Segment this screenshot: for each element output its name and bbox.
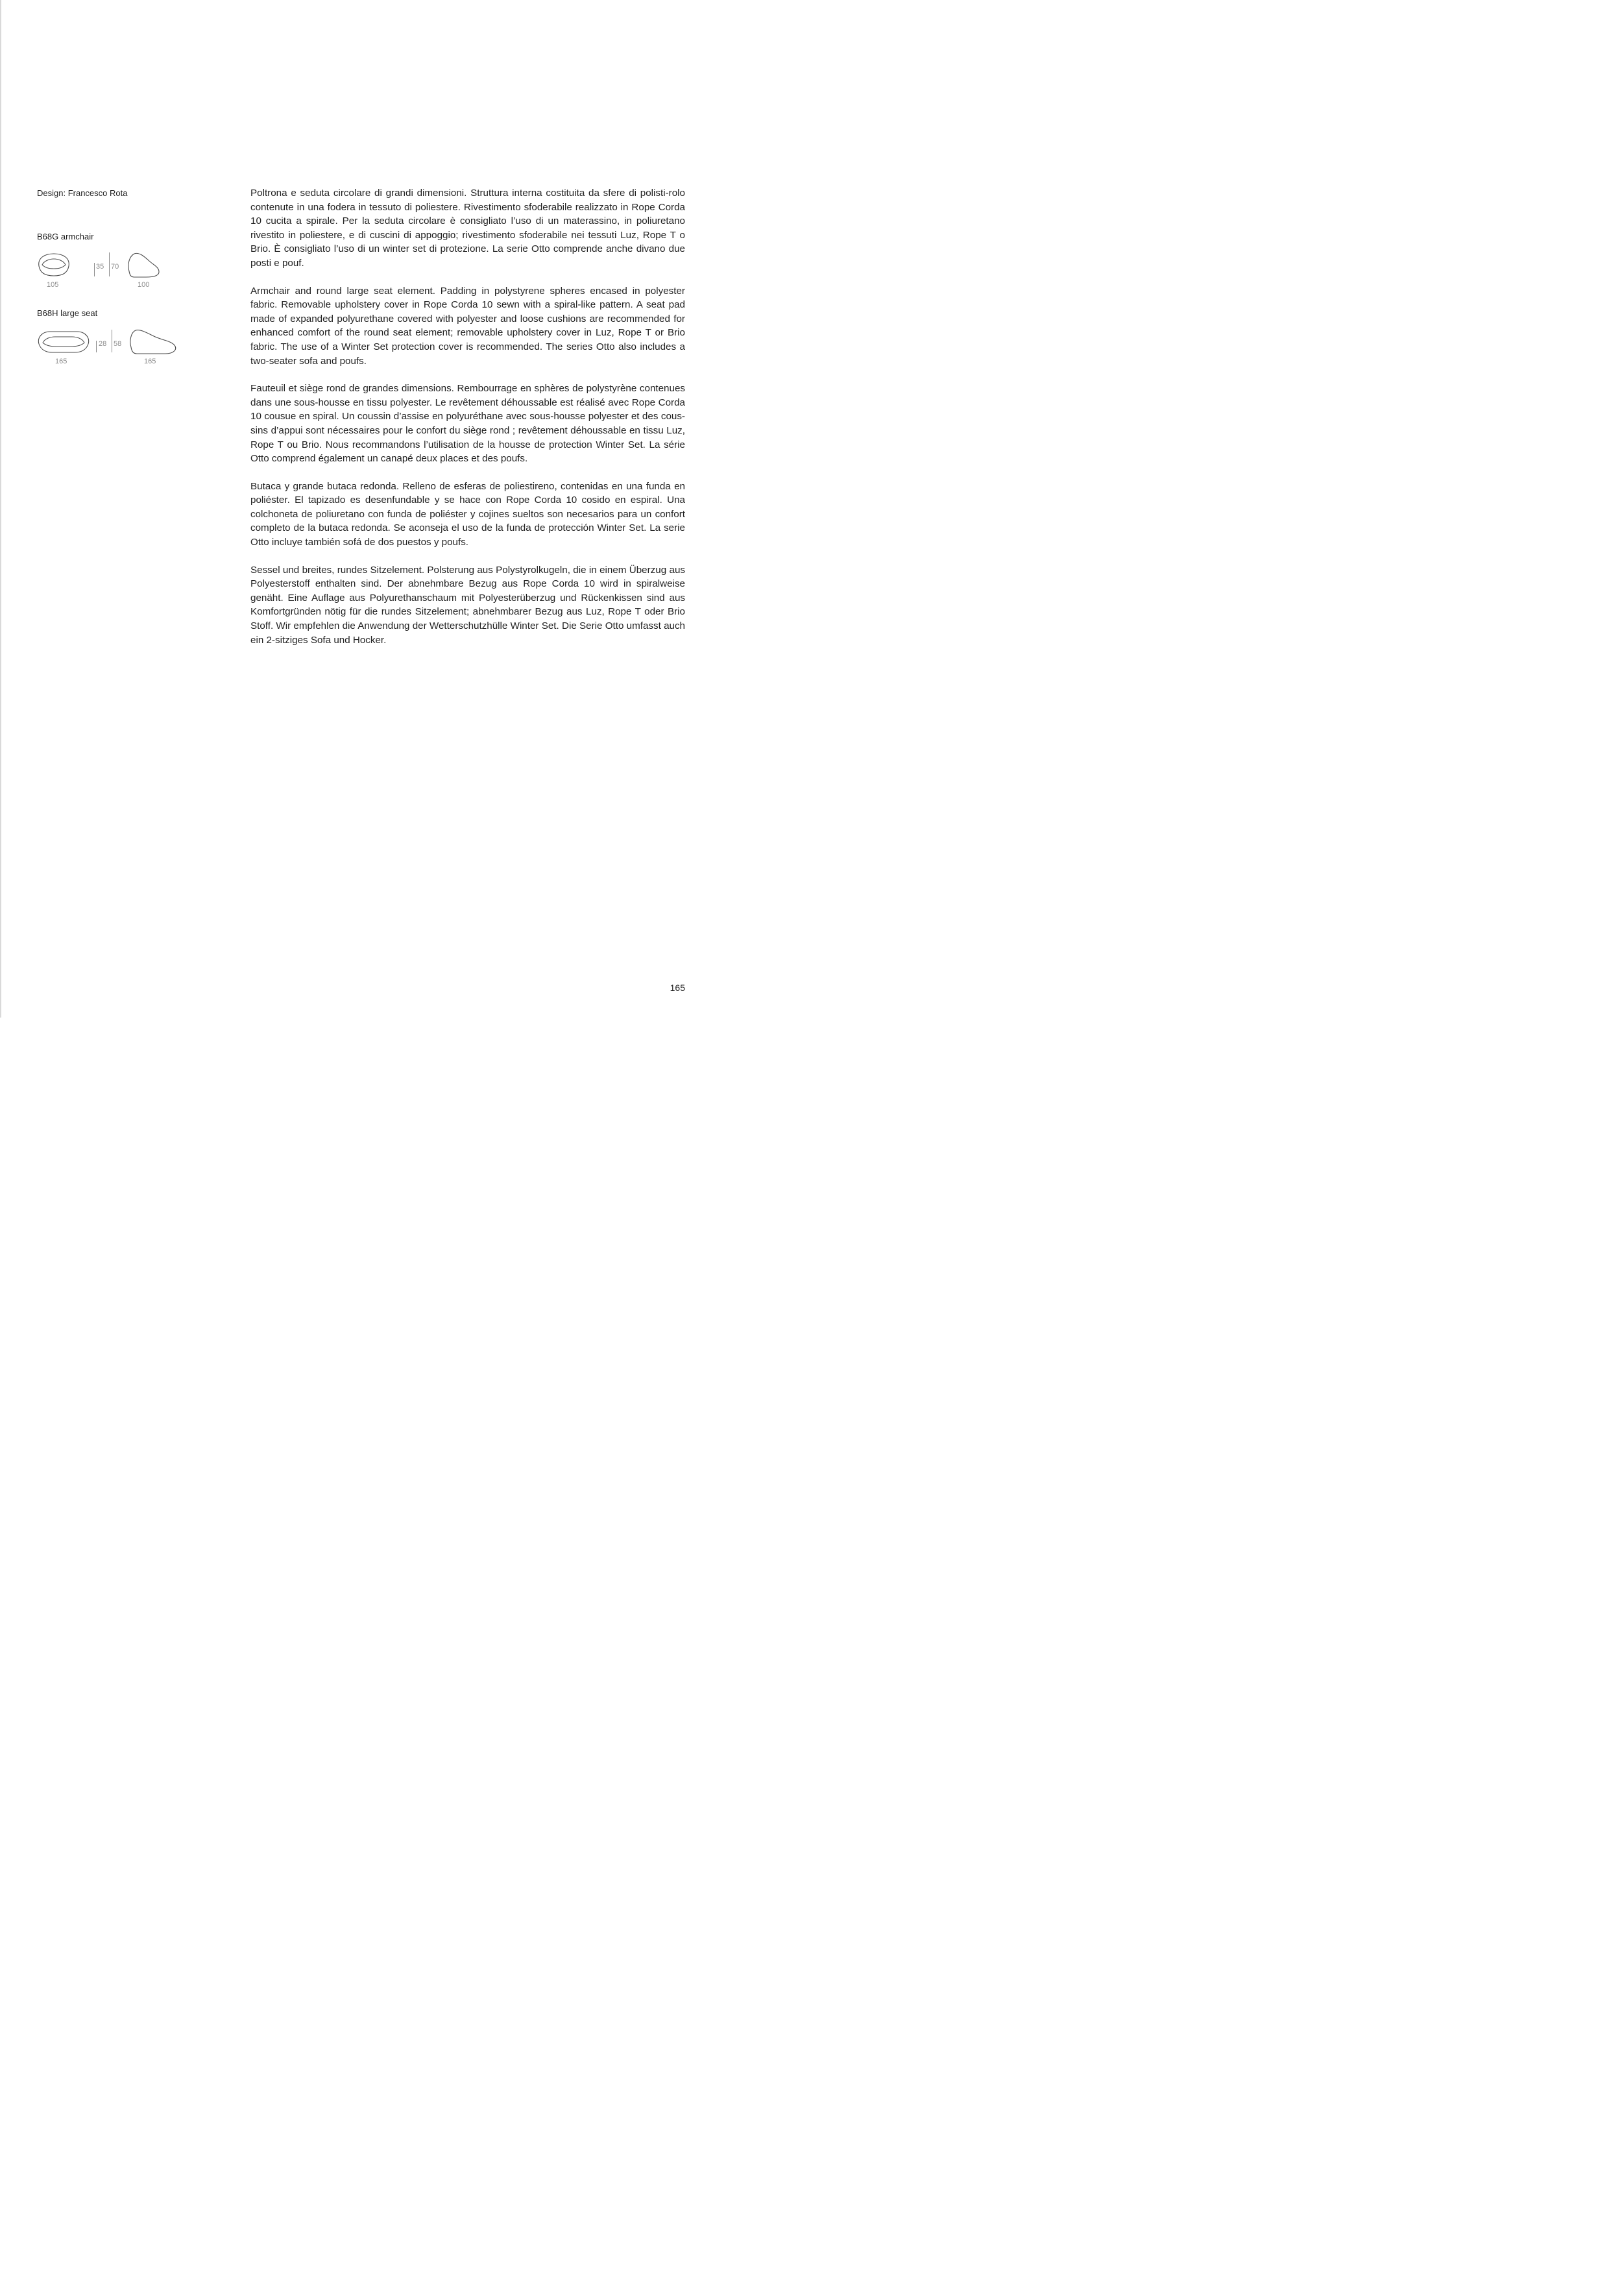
page-number: 165: [670, 983, 685, 993]
description-german: Sessel und breites, rundes Sitzelement. Polsterung aus Polystyrolkugeln, die in einem Überzug aus Polyesterstoff enthalten sind. Der abnehmbare Bezug aus Rope Corda 10 wird in spiralweise genäht. Eine Auflage aus Polyurethanschaum mit Polyesterüberzug und Rückenkissen sind aus Komfortgründen nötig für die rundes Sitzelement; abnehmbarer Bezug aus Luz, Rope T oder Brio Stoff. Wir empfehlen die Anwendung der Wetterschutzhülle Winter Set. Die Serie Otto umfasst auch ein 2-sitziges Sofa und Hocker.: [250, 564, 685, 646]
large-seat-seat-height-value: 28: [99, 340, 107, 348]
armchair-width-value: 105: [47, 281, 59, 289]
page-left-edge-rule: [0, 0, 1, 1018]
product-label-b68g: B68G armchair: [37, 232, 94, 241]
description-italian: Poltrona e seduta circolare di grandi dimensioni. Struttura interna costituita da sfere di polisti-rolo contenute in una fodera in tessuto di poliestere. Rivestimento sfoderabile realizzato in Rope Corda 10 cucita a spirale. Per la seduta circolare è consigliato l’uso di un materassino, in poliuretano rivestito in poliestere, e di cuscini di appoggio; rivestimento sfoderabile nei tessuti Luz, Rope T o Brio. È consigliato l’uso di un winter set di protezione. La serie Otto comprende anche divano due posti e pouf.: [250, 188, 685, 269]
description-spanish: Butaca y grande butaca redonda. Relleno de esferas de poliestireno, contenidas en una funda en poliéster. El tapizado es desenfundable y se hace con Rope Corda 10 cosido en espiral. Una colchoneta de poliuretano con funda de poliéster y cojines sueltos son necesarios para un confort completo de la butaca redonda. Se aconseja el uso de la funda de protección Winter Set. La serie Otto incluye también sofá de dos puestos y poufs.: [250, 480, 685, 548]
seat-height-dimension-line: [94, 263, 95, 276]
large-seat-seat-height-dimension-line: [96, 341, 97, 352]
description-french: Fauteuil et siège rond de grandes dimensions. Rembourrage en sphères de polystyrène contenues dans une sous-housse en tissu polyester. Le revêtement déhoussable est réalisé avec Rope Corda 10 cousue en spiral. Un coussin d’assise en polyuréthane avec sous-housse polyester et des cous-sins d’appui sont nécessaires pour le confort du siège rond ; revêtement déhoussable en tissu Luz, Rope T ou Brio. Nous recommandons l’utilisation de la housse de protection Winter Set. La série Otto comprend également un canapé deux places et des poufs.: [250, 383, 685, 465]
large-seat-top-view-icon: [36, 330, 91, 353]
large-seat-depth-value: 165: [144, 358, 156, 365]
armchair-depth-value: 100: [138, 281, 150, 289]
product-label-b68h: B68H large seat: [37, 308, 98, 318]
armchair-side-view-icon: [127, 252, 162, 278]
description-english: Armchair and round large seat element. Padding in polystyrene spheres encased in polyester fabric. Removable upholstery cover in Rope Corda 10 sewn with a spiral-like pattern. A seat pad made of expanded polyurethane covered with polyester and loose cushions are recommended for enhanced comfort of the round seat element; removable upholstery cover in Luz, Rope T or Brio fabric. The use of a Winter Set protection cover is recommended. The series Otto also includes a two-seater sofa and poufs.: [250, 285, 685, 367]
total-height-value: 70: [111, 263, 119, 271]
total-height-dimension-line: [109, 252, 110, 276]
seat-height-value: 35: [96, 263, 104, 271]
large-seat-side-view-icon: [129, 329, 177, 355]
design-credit: Design: Francesco Rota: [37, 188, 128, 198]
product-description-block: [250, 186, 685, 661]
armchair-top-view-icon: [36, 252, 71, 278]
large-seat-width-value: 165: [55, 358, 67, 365]
large-seat-total-height-value: 58: [114, 340, 122, 348]
